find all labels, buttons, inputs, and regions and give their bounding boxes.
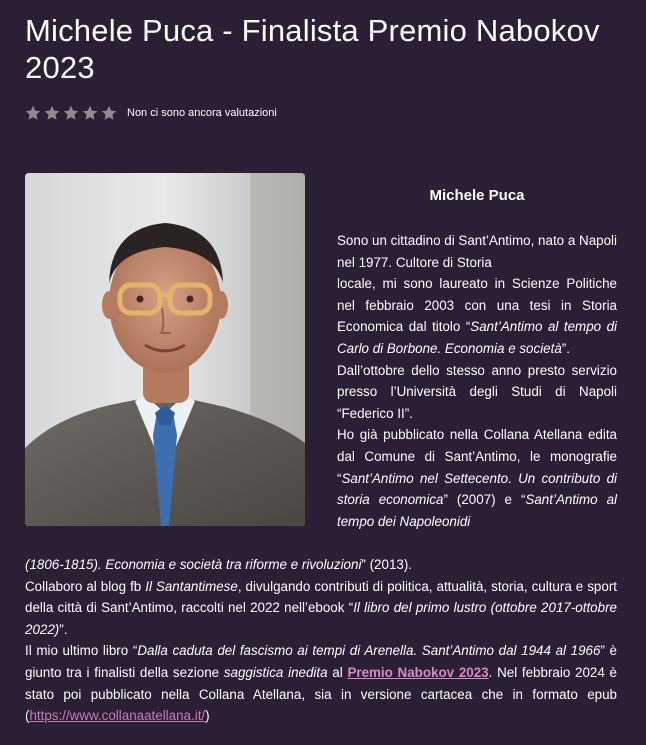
text-run: ” (2007) e “ bbox=[443, 492, 526, 508]
paragraph bbox=[25, 640, 617, 726]
text-run: ”. bbox=[561, 340, 570, 356]
thesis-title: Sant’Antimo al tempo di Carlo di Borbone. Economia e società bbox=[337, 319, 617, 356]
paragraph bbox=[337, 360, 617, 425]
ebook-title: Il libro del primo lustro (ottobre 2017-ottobre 2022) bbox=[25, 600, 617, 637]
section-name: saggistica inedita bbox=[223, 664, 328, 680]
book-title: Sant’Antimo al tempo dei Napoleonidi bbox=[337, 492, 617, 529]
text-run: ) bbox=[205, 708, 210, 724]
paragraph bbox=[337, 230, 617, 273]
text-run: ”. bbox=[59, 621, 68, 637]
text-run: al bbox=[327, 664, 348, 680]
paragraph bbox=[337, 424, 617, 532]
text-run: ” è giunto tra i finalisti della sezione bbox=[25, 643, 618, 680]
text-run: Collaboro al blog fb bbox=[25, 578, 146, 594]
text-run: Sono un cittadino di Sant’Antimo, nato a Napoli nel 1977. Cultore di Storia bbox=[337, 233, 617, 270]
star-icon[interactable] bbox=[101, 105, 117, 121]
text-run: Il mio ultimo libro “ bbox=[25, 643, 138, 659]
author-photo bbox=[25, 173, 305, 526]
blog-name: Il Santantimese bbox=[145, 578, 238, 594]
book-title: (1806-1815). Economia e società tra riforme e rivoluzioni bbox=[25, 557, 362, 572]
rating-widget[interactable] bbox=[25, 104, 277, 122]
star-icon[interactable] bbox=[63, 105, 79, 121]
text-run: . Nel febbraio 2024 è stato poi pubblicato nella Collana Atellana, sia in versione cartacea che in formato epub ( bbox=[25, 664, 617, 724]
book-title: Dalla caduta del fascismo ai tempi di Arenella. Sant’Antimo dal 1944 al 1966 bbox=[137, 643, 601, 659]
collana-atellana-link[interactable]: https://www.collanaatellana.it/ bbox=[29, 708, 206, 724]
author-portrait-image bbox=[25, 173, 305, 526]
paragraph bbox=[25, 576, 617, 641]
rating-stars[interactable] bbox=[25, 105, 117, 121]
premio-nabokov-link[interactable]: Premio Nabokov 2023 bbox=[347, 664, 489, 680]
article-body-full bbox=[25, 554, 617, 727]
text-run: Ho già pubblicato nella Collana Atellana edita dal Comune di Sant’Antimo, le monografie “ bbox=[337, 427, 617, 486]
book-title: Sant’Antimo nel Settecento. Un contributo di storia economica bbox=[337, 470, 617, 508]
star-icon[interactable] bbox=[44, 105, 60, 121]
page-title: Michele Puca - Finalista Premio Nabokov 2023 bbox=[25, 13, 600, 85]
text-run: Dall’ottobre dello stesso anno presto servizio presso l’Università degli Studi di Napoli “Federico II”. bbox=[337, 362, 617, 421]
author-name: Michele Puca bbox=[429, 187, 525, 204]
text-run: , divulgando contributi di politica, attualità, storia, cultura e sport della città di Sant’Antimo, raccolti nel 2022 nell’ebook “ bbox=[25, 578, 618, 616]
star-icon[interactable] bbox=[25, 105, 41, 121]
paragraph bbox=[337, 273, 617, 359]
star-icon[interactable] bbox=[82, 105, 98, 121]
article-body-side bbox=[337, 230, 617, 532]
rating-status-text: Non ci sono ancora valutazioni bbox=[127, 107, 277, 119]
text-run: locale, mi sono laureato in Scienze Politiche nel febbraio 2003 con una tesi in Storia Economica dal titolo “ bbox=[337, 276, 617, 335]
paragraph bbox=[25, 554, 617, 576]
text-run: ” (2013). bbox=[361, 557, 413, 572]
